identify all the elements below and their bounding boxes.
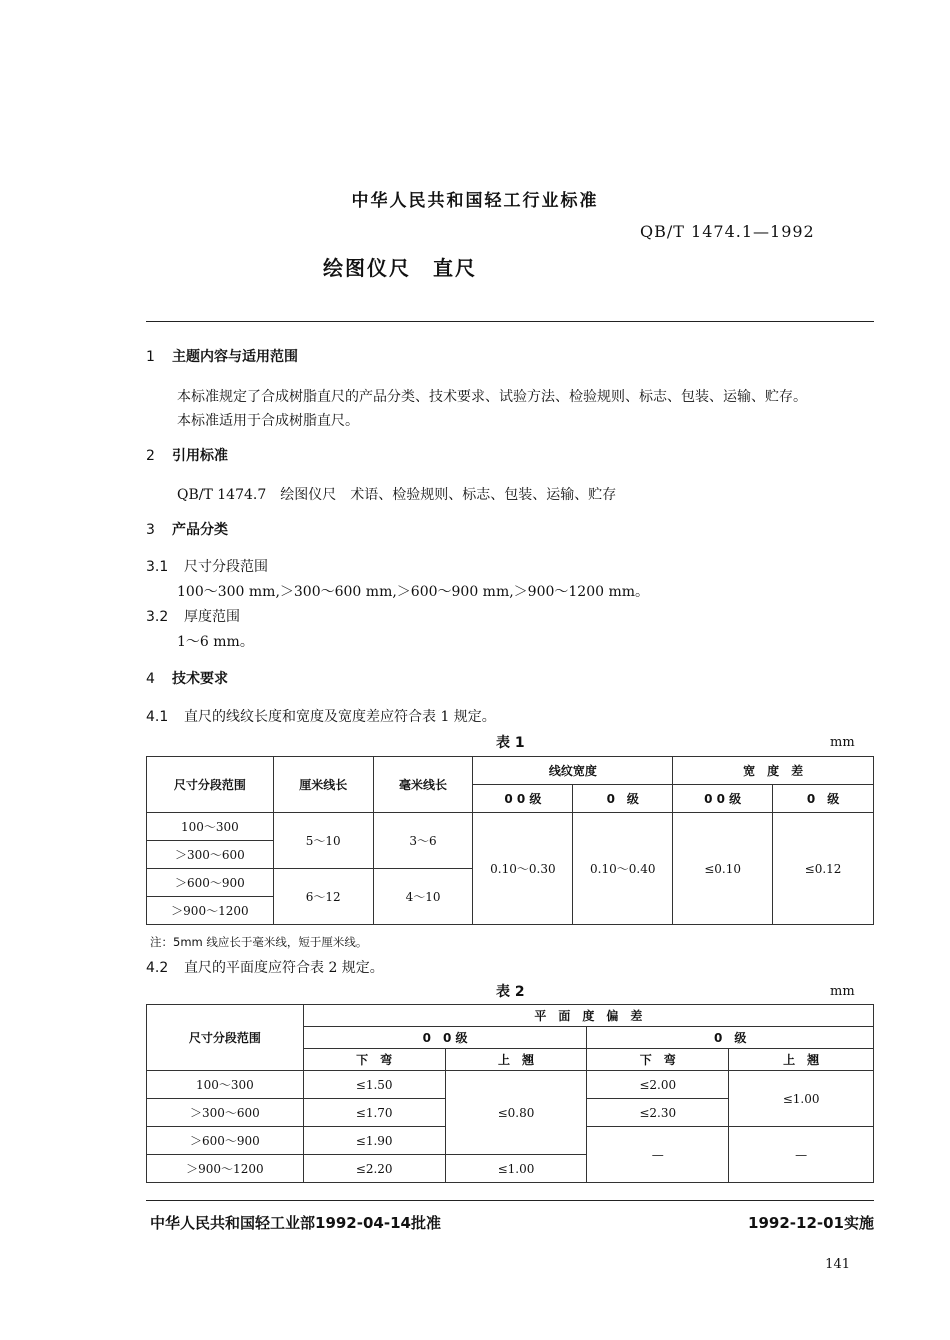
approval-line: 中华人民共和国轻工业部1992-04-14批准 [150, 1214, 441, 1232]
table-1-note: 注：5mm 线应长于毫米线，短于厘米线。 [150, 935, 368, 949]
t1-cm-length-cell: 6～12 [273, 869, 373, 925]
section-1-title: 主题内容与适用范围 [172, 349, 298, 365]
t1-range-cell: ＞300～600 [147, 841, 274, 869]
t2-00-down-cell: ≤1.70 [303, 1099, 445, 1127]
t1-mm-length-cell: 3～6 [373, 813, 473, 869]
section-1-heading [146, 346, 298, 366]
t1-header-range: 尺寸分段范围 [147, 757, 274, 813]
t1-range-cell: ＞900～1200 [147, 897, 274, 925]
section-3-2-number: 3.2 [146, 609, 169, 625]
page-number: 141 [825, 1257, 850, 1272]
t2-00-up-last-cell: ≤1.00 [445, 1155, 587, 1183]
t1-range-cell: ＞600～900 [147, 869, 274, 897]
t2-0-down-dash-cell: — [587, 1127, 729, 1183]
section-1-paragraph-2: 本标准适用于合成树脂直尺。 [177, 413, 359, 429]
t2-00-down-cell: ≤2.20 [303, 1155, 445, 1183]
t2-0-up-dash-cell: — [729, 1127, 874, 1183]
t2-0-up-merged-cell: ≤1.00 [729, 1071, 874, 1127]
footer-divider [146, 1200, 874, 1201]
t1-header-diff-grade-0: 0 级 [773, 785, 874, 813]
table-1 [146, 756, 874, 925]
t2-header-00-up: 上 翘 [445, 1049, 587, 1071]
table-1-unit: mm [830, 735, 855, 750]
effective-date: 1992-12-01实施 [748, 1214, 874, 1232]
table-2 [146, 1004, 874, 1183]
t1-width-00-cell: 0.10～0.30 [473, 813, 573, 925]
section-3-1-text: 100～300 mm,＞300～600 mm,＞600～900 mm,＞900～1200 mm。 [177, 584, 650, 600]
t1-header-width-grade-00: 0 0 级 [473, 785, 573, 813]
t2-00-down-cell: ≤1.50 [303, 1071, 445, 1099]
table-2-caption: 表 2 [496, 984, 525, 1000]
table-2-unit: mm [830, 984, 855, 999]
section-1-paragraph-1: 本标准规定了合成树脂直尺的产品分类、技术要求、试验方法、检验规则、标志、包装、运输、贮存。 [177, 389, 807, 405]
t2-0-down-cell: ≤2.30 [587, 1099, 729, 1127]
t2-range-cell: ＞900～1200 [147, 1155, 304, 1183]
t1-header-cm-length: 厘米线长 [273, 757, 373, 813]
table-row [147, 1071, 874, 1099]
t2-header-flatness: 平 面 度 偏 差 [303, 1005, 873, 1027]
issuing-org-title: 中华人民共和国轻工行业标准 [351, 191, 599, 211]
t2-header-00-down: 下 弯 [303, 1049, 445, 1071]
t2-00-down-cell: ≤1.90 [303, 1127, 445, 1155]
t2-header-range: 尺寸分段范围 [147, 1005, 304, 1071]
t1-header-width-grade-0: 0 级 [573, 785, 673, 813]
t1-header-diff-grade-00: 0 0 级 [673, 785, 773, 813]
table-1-caption: 表 1 [496, 735, 525, 751]
section-4-title: 技术要求 [172, 671, 228, 687]
standard-number: QB/T 1474.1—1992 [640, 222, 815, 241]
t2-0-down-cell: ≤2.00 [587, 1071, 729, 1099]
title-divider [146, 321, 874, 322]
section-3-1-title: 尺寸分段范围 [184, 559, 268, 575]
t1-range-cell: 100～300 [147, 813, 274, 841]
section-4-1-line [146, 706, 496, 726]
section-4-2-line [146, 957, 384, 977]
section-3-heading [146, 519, 228, 539]
section-3-title: 产品分类 [172, 522, 228, 538]
section-2-heading [146, 445, 228, 465]
t2-range-cell: ＞300～600 [147, 1099, 304, 1127]
section-1-number: 1 [146, 349, 155, 365]
table-row [147, 813, 874, 841]
section-4-1-number: 4.1 [146, 709, 169, 725]
t2-header-grade-0: 0 级 [587, 1027, 874, 1049]
t1-diff-0-cell: ≤0.12 [773, 813, 874, 925]
section-2-title: 引用标准 [172, 448, 228, 464]
t2-header-grade-00: 0 0 级 [303, 1027, 587, 1049]
t2-range-cell: 100～300 [147, 1071, 304, 1099]
section-3-number: 3 [146, 522, 155, 538]
section-3-1-heading [146, 556, 268, 576]
t1-diff-00-cell: ≤0.10 [673, 813, 773, 925]
section-3-2-text: 1～6 mm。 [177, 634, 254, 650]
section-2-number: 2 [146, 448, 155, 464]
t1-width-0-cell: 0.10～0.40 [573, 813, 673, 925]
section-4-heading [146, 668, 228, 688]
t1-cm-length-cell: 5～10 [273, 813, 373, 869]
t2-range-cell: ＞600～900 [147, 1127, 304, 1155]
section-4-2-number: 4.2 [146, 960, 169, 976]
t1-header-width-diff: 宽 度 差 [673, 757, 874, 785]
section-3-1-number: 3.1 [146, 559, 169, 575]
section-4-number: 4 [146, 671, 155, 687]
section-3-2-heading [146, 606, 240, 626]
t2-header-0-down: 下 弯 [587, 1049, 729, 1071]
t1-mm-length-cell: 4～10 [373, 869, 473, 925]
t2-header-0-up: 上 翘 [729, 1049, 874, 1071]
section-4-2-text: 直尺的平面度应符合表 2 规定。 [184, 960, 384, 976]
document-title: 绘图仪尺 直尺 [323, 256, 477, 280]
section-4-1-text: 直尺的线纹长度和宽度及宽度差应符合表 1 规定。 [184, 709, 496, 725]
t1-header-line-width: 线纹宽度 [473, 757, 673, 785]
t1-header-mm-length: 毫米线长 [373, 757, 473, 813]
t2-00-up-merged-cell: ≤0.80 [445, 1071, 587, 1155]
section-3-2-title: 厚度范围 [184, 609, 240, 625]
section-2-paragraph: QB/T 1474.7 绘图仪尺 术语、检验规则、标志、包装、运输、贮存 [177, 487, 617, 503]
